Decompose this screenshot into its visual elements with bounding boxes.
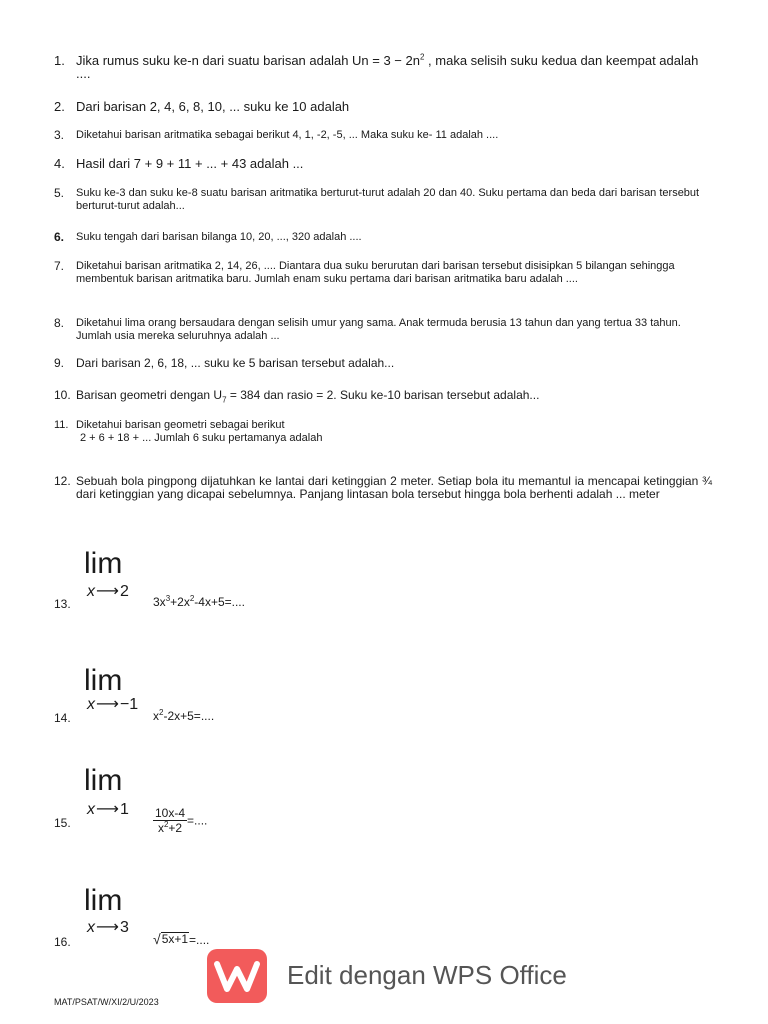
question-text: Hasil dari 7 + 9 + 11 + ... + 43 adalah ... xyxy=(76,156,304,171)
question-2 xyxy=(54,100,712,113)
question-number: 13. xyxy=(54,597,71,611)
exponent: 2 xyxy=(159,708,164,717)
lim-expression xyxy=(153,806,207,835)
question-number: 12. xyxy=(54,474,71,488)
question-number: 1. xyxy=(54,53,65,68)
question-8 xyxy=(54,317,712,343)
fraction-numerator: 10x-4 xyxy=(155,806,186,820)
question-12 xyxy=(54,475,712,501)
lim-variable: x xyxy=(87,583,95,600)
question-10 xyxy=(54,388,712,405)
document-code: MAT/PSAT/W/XI/2/U/2023 xyxy=(54,997,159,1007)
question-text: Suku ke-3 dan suku ke-8 suatu barisan aritmatika berturut-turut adalah 20 dan 40. Suku pertama dan beda dari barisan tersebut berturut-turut adalah... xyxy=(76,187,700,212)
question-number: 10. xyxy=(54,388,71,402)
lim-expression xyxy=(153,709,214,723)
question-5 xyxy=(54,187,712,213)
question-1 xyxy=(54,54,712,80)
question-text: Dari barisan 2, 4, 6, 8, 10, ... suku ke 10 adalah xyxy=(76,99,350,114)
radicand: 5x+1 xyxy=(161,932,189,946)
lim-variable: x xyxy=(87,801,95,818)
question-text: Jika rumus suku ke-n dari suatu barisan adalah Un = 3 − 2n xyxy=(76,53,420,68)
question-15 xyxy=(54,766,454,846)
lim-variable: x xyxy=(87,919,95,936)
wps-watermark[interactable] xyxy=(207,949,627,1003)
question-text: Diketahui barisan aritmatika 2, 14, 26, .... Diantara dua suku berurutan dari barisan tersebut disisipkan 5 bilangan sehingga membentuk barisan aritmatika baru. Jumlah enam suku pertama dari barisan aritmatika baru adalah .... xyxy=(76,260,675,285)
subscript: 7 xyxy=(222,395,227,405)
question-11 xyxy=(54,419,712,445)
wps-logo-icon xyxy=(207,949,267,1003)
fraction xyxy=(153,806,187,835)
lim-approach xyxy=(87,802,129,818)
question-number: 11. xyxy=(54,419,69,431)
question-number: 15. xyxy=(54,816,71,830)
lim-variable: x xyxy=(87,696,95,713)
question-text: Suku tengah dari barisan bilanga 10, 20, ..., 320 adalah .... xyxy=(76,231,362,243)
question-number: 5. xyxy=(54,186,65,200)
question-text: Diketahui barisan aritmatika sebagai berikut 4, 1, -2, -5, ... Maka suku ke- 11 adalah .... xyxy=(76,129,499,141)
arrow-icon: ⟶ xyxy=(96,583,119,600)
lim-value: 3 xyxy=(119,919,129,936)
lim-word: lim xyxy=(84,664,123,697)
expr-part: 3x xyxy=(153,595,166,609)
lim-approach xyxy=(87,697,138,713)
expr-part: x xyxy=(153,709,159,723)
arrow-icon: ⟶ xyxy=(96,919,119,936)
question-number: 16. xyxy=(54,935,71,949)
question-text: Dari barisan 2, 6, 18, ... suku ke 5 barisan tersebut adalah... xyxy=(76,356,395,370)
expr-part: +2 xyxy=(168,821,183,835)
question-number: 2. xyxy=(54,99,65,114)
question-13 xyxy=(54,549,454,629)
question-4 xyxy=(54,157,712,170)
lim-approach xyxy=(87,584,129,600)
question-text-line2: 2 + 6 + 18 + ... Jumlah 6 suku pertamanya adalah xyxy=(80,432,323,444)
question-number: 14. xyxy=(54,711,71,725)
exponent: 2 xyxy=(163,820,169,829)
lim-word: lim xyxy=(84,547,123,580)
expr-part: +2x xyxy=(170,595,190,609)
question-number: 6. xyxy=(54,230,65,244)
question-text-cont: , maka selisih suku kedua dan keempat adalah .... xyxy=(76,53,699,81)
question-number: 4. xyxy=(54,156,65,171)
question-number: 8. xyxy=(54,316,65,330)
wps-watermark-text: Edit dengan WPS Office xyxy=(287,960,567,990)
lim-expression xyxy=(153,932,209,947)
question-text: Sebuah bola pingpong dijatuhkan ke lantai dari ketinggian 2 meter. Setiap bola itu memantul ia mencapai ketinggian ¾ dari ketinggian yang dicapai sebelumnya. Panjang lintasan bola tersebut hingga bola berhenti adalah ... meter xyxy=(76,474,712,501)
exponent: 2 xyxy=(419,52,425,62)
lim-value: −1 xyxy=(119,696,139,713)
question-6 xyxy=(54,231,712,244)
radical-icon: √ xyxy=(153,931,161,947)
exponent: 3 xyxy=(165,594,171,603)
arrow-icon: ⟶ xyxy=(96,801,119,818)
question-9 xyxy=(54,357,712,370)
question-3 xyxy=(54,129,712,142)
lim-value: 2 xyxy=(119,583,129,600)
question-number: 9. xyxy=(54,356,65,370)
question-number: 7. xyxy=(54,259,65,273)
expr-part: =.... xyxy=(189,933,210,947)
expr-part: -2x+5=.... xyxy=(163,709,215,723)
lim-word: lim xyxy=(84,764,123,797)
expr-part: =.... xyxy=(187,813,208,828)
question-text-cont: = 384 dan rasio = 2. Suku ke-10 barisan tersebut adalah... xyxy=(226,388,540,402)
question-text: Barisan geometri dengan U xyxy=(76,388,223,402)
lim-expression xyxy=(153,595,245,609)
arrow-icon: ⟶ xyxy=(96,696,119,713)
expr-part: x xyxy=(157,821,164,835)
lim-value: 1 xyxy=(119,801,129,818)
fraction-denominator xyxy=(153,821,187,835)
lim-approach xyxy=(87,920,129,936)
question-text: Diketahui lima orang bersaudara dengan selisih umur yang sama. Anak termuda berusia 13 tahun dan yang tertua 33 tahun. Jumlah usia mereka seluruhnya adalah ... xyxy=(76,317,681,342)
question-14 xyxy=(54,666,454,746)
question-number: 3. xyxy=(54,128,65,142)
expr-part: -4x+5=.... xyxy=(194,595,245,609)
square-root xyxy=(153,932,189,946)
question-text: Diketahui barisan geometri sebagai berikut xyxy=(76,419,285,431)
question-7 xyxy=(54,260,712,286)
exponent: 2 xyxy=(189,594,195,603)
lim-word: lim xyxy=(84,884,123,917)
